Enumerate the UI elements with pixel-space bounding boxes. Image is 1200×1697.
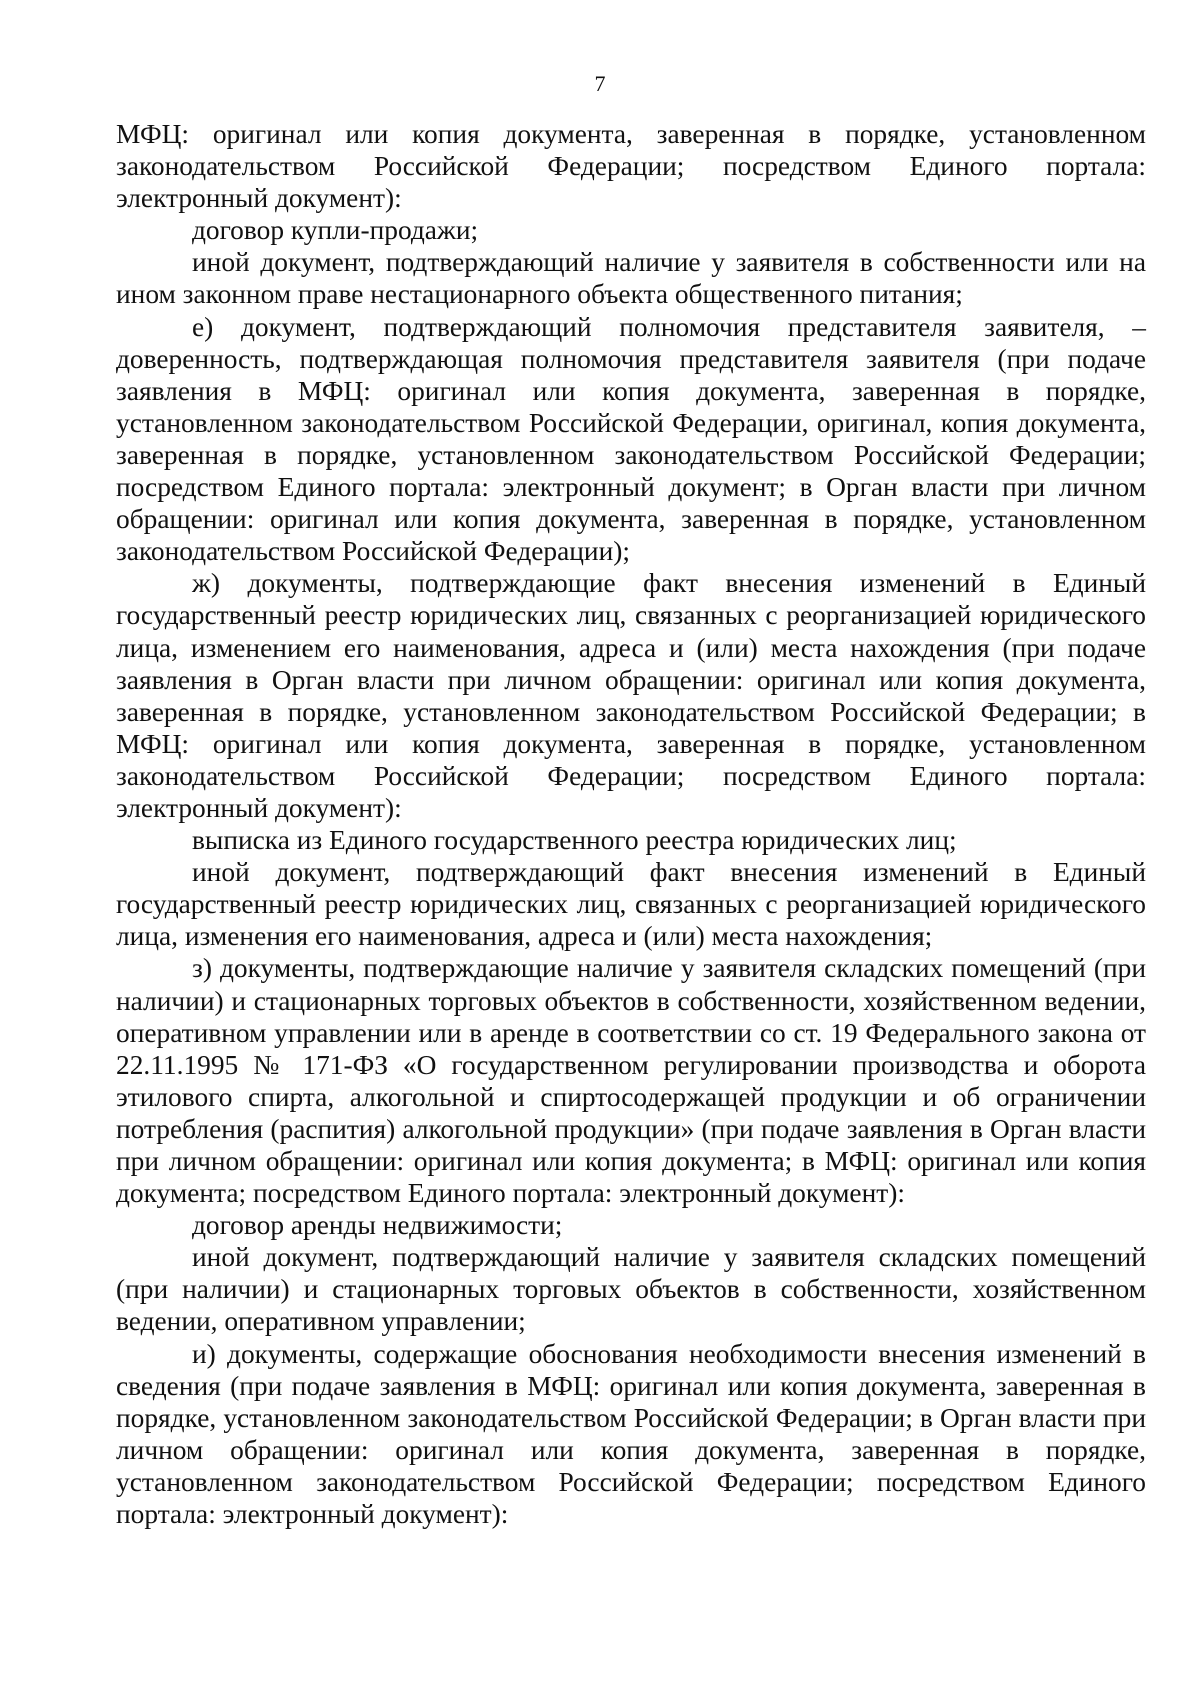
paragraph-other-egrul-document: иной документ, подтверждающий факт внесения изменений в Единый государственный реестр юридических лиц, связанных с реорганизацией юридического лица, изменения его наименования, адреса и (или) места нахождения; <box>116 857 1146 952</box>
paragraph-egrul-extract: выписка из Единого государственного реестра юридических лиц; <box>192 825 957 856</box>
paragraph-other-premises-document: иной документ, подтверждающий наличие у заявителя складских помещений (при наличии) и стационарных торговых объектов в собственности, хозяйственном ведении, оперативном управлении; <box>116 1242 1146 1337</box>
paragraph-lease-contract: договор аренды недвижимости; <box>192 1210 563 1241</box>
document-body <box>116 118 1146 1530</box>
paragraph-item-z: з) документы, подтверждающие наличие у заявителя складских помещений (при наличии) и стационарных торговых объектов в собственности, хозяйственном ведении, оперативном управлении или в аренде в соответствии со ст. 19 Федерального закона от 22.11.1995 № 171-ФЗ «О государственном регулировании производства и оборота этилового спирта, алкогольной и спиртосодержащей продукции и об ограничении потребления (распития) алкогольной продукции» (при подаче заявления в Орган власти при личном обращении: оригинал или копия документа; в МФЦ: оригинал или копия документа; посредством Единого портала: электронный документ): <box>116 953 1146 1209</box>
paragraph-sale-contract: договор купли-продажи; <box>192 215 479 246</box>
paragraph-item-i: и) документы, содержащие обоснования необходимости внесения изменений в сведения (при подаче заявления в МФЦ: оригинал или копия документа, заверенная в порядке, установленном законодательством Российской Федерации; в Орган власти при личном обращении: оригинал или копия документа, заверенная в порядке, установленном законодательством Российской Федерации; посредством Единого портала: электронный документ): <box>116 1338 1146 1530</box>
paragraph-other-ownership-document: иной документ, подтверждающий наличие у заявителя в собственности или на ином законном праве нестационарного объекта общественного питания; <box>116 247 1146 310</box>
page-number: 7 <box>594 71 606 96</box>
paragraph-item-zh: ж) документы, подтверждающие факт внесения изменений в Единый государственный реестр юридических лиц, связанных с реорганизацией юридического лица, изменением его наименования, адреса и (или) места нахождения (при подаче заявления в Орган власти при личном обращении: оригинал или копия документа, заверенная в порядке, установленном законодательством Российской Федерации; в МФЦ: оригинал или копия документа, заверенная в порядке, установленном законодательством Российской Федерации; посредством Единого портала: электронный документ): <box>116 568 1146 823</box>
paragraph-continuation: МФЦ: оригинал или копия документа, заверенная в порядке, установленном законодательством Российской Федерации; посредством Единого портала: электронный документ): <box>116 119 1146 214</box>
paragraph-item-e: е) документ, подтверждающий полномочия представителя заявителя, – доверенность, подтверждающая полномочия представителя заявителя (при подаче заявления в МФЦ: оригинал или копия документа, заверенная в порядке, установленном законодательством Российской Федерации, оригинал, копия документа, заверенная в порядке, установленном законодательством Российской Федерации; посредством Единого портала: электронный документ; в Орган власти при личном обращении: оригинал или копия документа, заверенная в порядке, установленном законодательством Российской Федерации); <box>116 311 1146 567</box>
